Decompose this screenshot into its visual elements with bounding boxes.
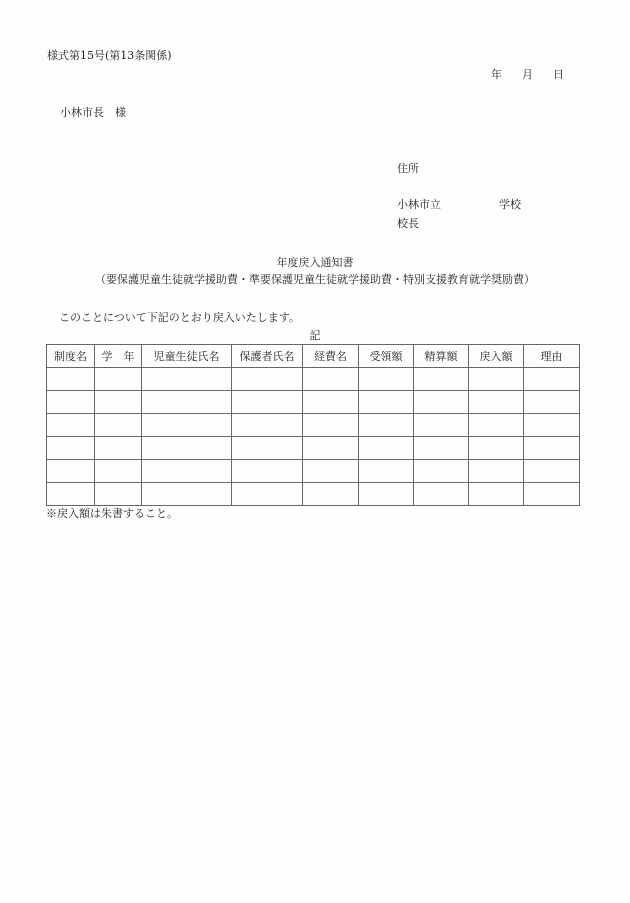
table-cell[interactable] bbox=[47, 460, 95, 483]
table-cell[interactable] bbox=[95, 483, 142, 506]
form-number: 様式第15号(第13条関係) bbox=[47, 49, 172, 62]
table-cell[interactable] bbox=[95, 437, 142, 460]
principal-label: 校長 bbox=[397, 217, 419, 230]
table-cell[interactable] bbox=[142, 460, 232, 483]
date-year-label: 年 bbox=[491, 68, 502, 81]
date-line bbox=[491, 68, 564, 82]
date-day-label: 日 bbox=[553, 68, 564, 81]
table-cell[interactable] bbox=[303, 483, 359, 506]
table-cell[interactable] bbox=[414, 460, 469, 483]
table-cell[interactable] bbox=[524, 460, 580, 483]
table-header-row bbox=[47, 345, 580, 368]
table-cell[interactable] bbox=[469, 368, 524, 391]
table-cell[interactable] bbox=[47, 437, 95, 460]
column-header: 戻入額 bbox=[469, 345, 524, 368]
table-cell[interactable] bbox=[303, 414, 359, 437]
table-cell[interactable] bbox=[359, 391, 414, 414]
table-row bbox=[47, 460, 580, 483]
table-cell[interactable] bbox=[414, 437, 469, 460]
footnote: ※戻入額は朱書すること。 bbox=[46, 507, 178, 520]
table-cell[interactable] bbox=[232, 368, 303, 391]
table-cell[interactable] bbox=[232, 414, 303, 437]
column-header: 制度名 bbox=[47, 345, 95, 368]
table-cell[interactable] bbox=[232, 391, 303, 414]
table-cell[interactable] bbox=[232, 437, 303, 460]
address-label: 住所 bbox=[397, 162, 419, 175]
document-subtitle: （要保護児童生徒就学援助費・準要保護児童生徒就学援助費・特別支援教育就学奨励費） bbox=[95, 273, 535, 286]
table-cell[interactable] bbox=[469, 414, 524, 437]
refund-table bbox=[46, 344, 580, 506]
column-header: 保護者氏名 bbox=[232, 345, 303, 368]
table-cell[interactable] bbox=[95, 368, 142, 391]
table-cell[interactable] bbox=[303, 460, 359, 483]
school-prefix: 小林市立 bbox=[397, 198, 441, 211]
table-cell[interactable] bbox=[359, 437, 414, 460]
table-cell[interactable] bbox=[47, 483, 95, 506]
table-cell[interactable] bbox=[232, 460, 303, 483]
school-suffix: 学校 bbox=[499, 198, 521, 211]
table-cell[interactable] bbox=[469, 437, 524, 460]
table-row bbox=[47, 483, 580, 506]
table-cell[interactable] bbox=[95, 414, 142, 437]
column-header: 精算額 bbox=[414, 345, 469, 368]
intro-text: このことについて下記のとおり戻入いたします。 bbox=[59, 311, 300, 324]
table-cell[interactable] bbox=[524, 368, 580, 391]
table-row bbox=[47, 368, 580, 391]
table-cell[interactable] bbox=[469, 460, 524, 483]
column-header: 受領額 bbox=[359, 345, 414, 368]
table-cell[interactable] bbox=[142, 437, 232, 460]
table-row bbox=[47, 437, 580, 460]
addressee: 小林市長 様 bbox=[60, 106, 126, 119]
column-header: 学 年 bbox=[95, 345, 142, 368]
table-row bbox=[47, 391, 580, 414]
table-cell[interactable] bbox=[524, 437, 580, 460]
table-cell[interactable] bbox=[47, 391, 95, 414]
table-cell[interactable] bbox=[524, 391, 580, 414]
table-cell[interactable] bbox=[95, 460, 142, 483]
table-cell[interactable] bbox=[47, 368, 95, 391]
school-line bbox=[397, 198, 521, 212]
table-cell[interactable] bbox=[142, 483, 232, 506]
table-cell[interactable] bbox=[414, 368, 469, 391]
table-cell[interactable] bbox=[303, 391, 359, 414]
table-row bbox=[47, 414, 580, 437]
table-cell[interactable] bbox=[303, 368, 359, 391]
table-cell[interactable] bbox=[469, 483, 524, 506]
table-cell[interactable] bbox=[469, 391, 524, 414]
table-cell[interactable] bbox=[303, 437, 359, 460]
table-cell[interactable] bbox=[359, 483, 414, 506]
table-cell[interactable] bbox=[414, 391, 469, 414]
table-cell[interactable] bbox=[414, 483, 469, 506]
table-cell[interactable] bbox=[524, 483, 580, 506]
column-header: 経費名 bbox=[303, 345, 359, 368]
table-cell[interactable] bbox=[524, 414, 580, 437]
column-header: 児童生徒氏名 bbox=[142, 345, 232, 368]
table-cell[interactable] bbox=[414, 414, 469, 437]
ki-heading: 記 bbox=[309, 329, 321, 342]
table-cell[interactable] bbox=[95, 391, 142, 414]
table-cell[interactable] bbox=[142, 414, 232, 437]
column-header: 理由 bbox=[524, 345, 580, 368]
date-month-label: 月 bbox=[522, 68, 533, 81]
table-cell[interactable] bbox=[359, 414, 414, 437]
table-cell[interactable] bbox=[142, 391, 232, 414]
table-cell[interactable] bbox=[359, 368, 414, 391]
table-cell[interactable] bbox=[359, 460, 414, 483]
document-title: 年度戻入通知書 bbox=[276, 256, 354, 269]
table-cell[interactable] bbox=[47, 414, 95, 437]
table-cell[interactable] bbox=[232, 483, 303, 506]
table-cell[interactable] bbox=[142, 368, 232, 391]
